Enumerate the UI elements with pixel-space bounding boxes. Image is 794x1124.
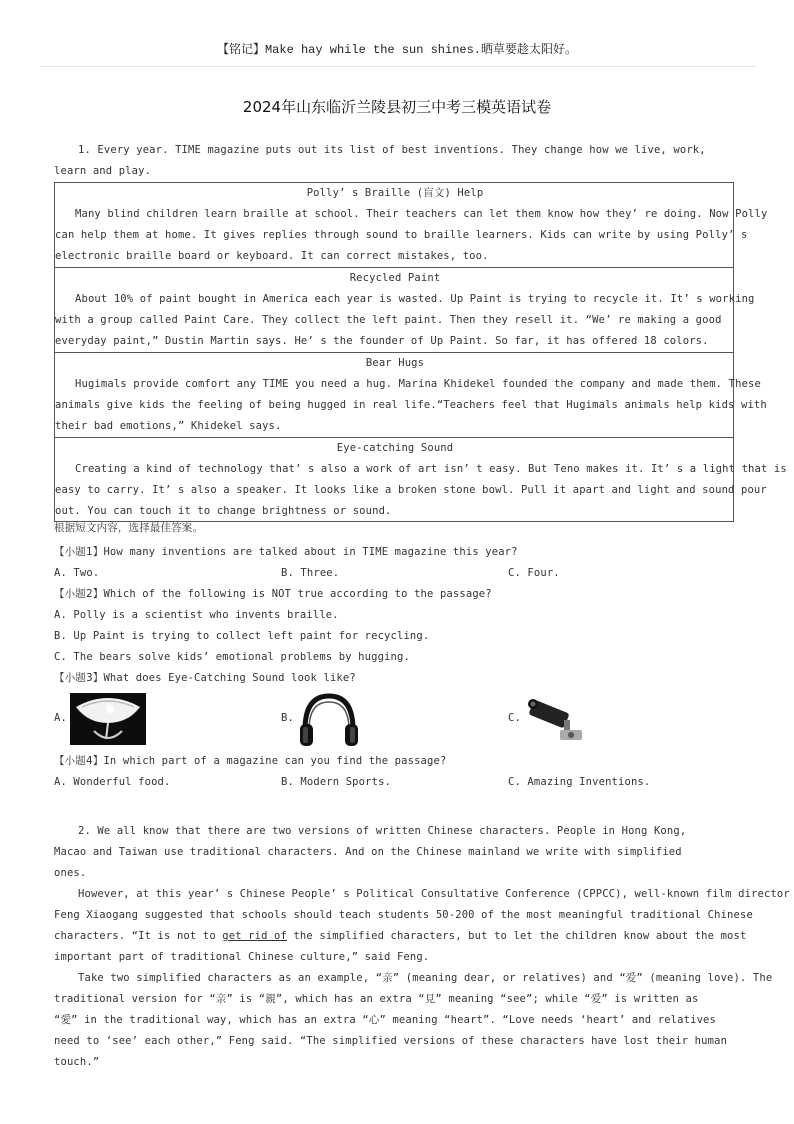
option-a[interactable]: A. Polly is a scientist who invents braille. (54, 609, 339, 621)
subquestion-prefix: 【小题1】 (54, 546, 104, 558)
q2-line: important part of traditional Chinese culture,” said Feng. (54, 951, 430, 963)
subquestion-1 (54, 542, 518, 563)
option-c-label[interactable]: C. (508, 712, 521, 724)
option-c[interactable]: C. The bears solve kids’ emotional problems by hugging. (54, 651, 410, 663)
q2-line: “愛” in the traditional way, which has an extra “心” meaning “heart”. “Love needs ‘heart’ and relatives (54, 1014, 716, 1026)
subquestion-3 (54, 668, 356, 689)
option-a[interactable]: A. Wonderful food. (54, 776, 171, 788)
q2-line: However, at this year’ s Chinese People’ s Political Consultative Conference (CPPCC), well-known film director (78, 888, 790, 900)
option-b[interactable]: B. Modern Sports. (281, 776, 392, 788)
subquestion-text: How many inventions are talked about in TIME magazine this year? (103, 546, 518, 558)
section-heading: Polly’ s Braille (盲文) Help (306, 187, 484, 199)
q2-line: traditional version for “亲” is “親”, which has an extra “見” meaning “see”; while “爱” is written as (54, 993, 699, 1005)
section-line: Creating a kind of technology that’ s also a work of art isn’ t easy. But Teno makes it. It’ s a light that is (75, 463, 787, 475)
q2-text: the simplified characters, but to let the children know about the most (286, 930, 747, 942)
header-divider (40, 66, 756, 67)
section-line: Many blind children learn braille at school. Their teachers can let them know how they’ re doing. Now Polly (75, 208, 768, 220)
section-line: their bad emotions,” Khidekel says. (55, 420, 282, 432)
subquestion-text: What does Eye-Catching Sound look like? (103, 672, 356, 684)
q2-line: touch.” (54, 1056, 100, 1068)
subquestion-2 (54, 584, 492, 605)
headphones-image[interactable] (297, 690, 361, 748)
section-heading: Recycled Paint (349, 272, 441, 284)
subquestion-prefix: 【小题4】 (54, 755, 104, 767)
section-heading: Bear Hugs (365, 357, 425, 369)
section-line: can help them at home. It gives replies through sound to braille learners. Kids can write by using Polly’ s (55, 229, 748, 241)
motto: 【铭记】Make hay while the sun shines.晒草要趁太阳好。 (216, 43, 578, 57)
q1-intro-line: 1. Every year. TIME magazine puts out its list of best inventions. They change how we live, work, (78, 144, 706, 156)
q2-line: Macao and Taiwan use traditional characters. And on the Chinese mainland we write with simplified (54, 846, 682, 858)
q2-line: 2. We all know that there are two versions of written Chinese characters. People in Hong Kong, (78, 825, 687, 837)
option-a-label[interactable]: A. (54, 712, 67, 724)
option-b[interactable]: B. Three. (281, 567, 340, 579)
q2-line: Take two simplified characters as an example, “亲” (meaning dear, or relatives) and “爱” (meaning love). The (78, 972, 773, 984)
section-line: Hugimals provide comfort any TIME you need a hug. Marina Khidekel founded the company and made them. These (75, 378, 761, 390)
subquestion-text: In which part of a magazine can you find the passage? (103, 755, 447, 767)
passage-box-braille (54, 182, 768, 268)
security-camera-image[interactable] (524, 698, 586, 744)
page-title: 2024年山东临沂兰陵县初三中考三模英语试卷 (242, 98, 552, 116)
subquestion-text: Which of the following is NOT true according to the passage? (103, 588, 492, 600)
section-line: electronic braille board or keyboard. It can correct mistakes, too. (55, 250, 489, 262)
section-line: easy to carry. It’ s also a speaker. It looks like a broken stone bowl. Pull it apart and light and sound pour (55, 484, 767, 496)
option-c[interactable]: C. Four. (508, 567, 560, 579)
section-line: out. You can touch it to change brightness or sound. (55, 505, 392, 517)
option-c[interactable]: C. Amazing Inventions. (508, 776, 651, 788)
q2-line: ones. (54, 867, 87, 879)
section-heading: Eye-catching Sound (336, 442, 454, 454)
subquestion-prefix: 【小题2】 (54, 588, 104, 600)
subquestion-4 (54, 751, 446, 772)
q2-line (54, 926, 746, 947)
option-a[interactable]: A. Two. (54, 567, 100, 579)
q2-line: Feng Xiaogang suggested that schools should teach students 50-200 of the most meaningful traditional Chinese (54, 909, 753, 921)
q2-text: characters. “It is not to (54, 930, 223, 942)
q1-intro-line: learn and play. (54, 165, 152, 177)
underlined-phrase: get rid of (222, 930, 287, 942)
passage-box-sound (54, 437, 787, 522)
option-b-label[interactable]: B. (281, 712, 294, 724)
instruction: 根据短文内容，选择最佳答案。 (54, 522, 204, 534)
passage-box-paint (54, 267, 755, 353)
subquestion-prefix: 【小题3】 (54, 672, 104, 684)
section-line: animals give kids the feeling of being hugged in real life.“Teachers feel that Hugimals animals help kids with (55, 399, 767, 411)
option-b[interactable]: B. Up Paint is trying to collect left paint for recycling. (54, 630, 430, 642)
passage-box-bear-hugs (54, 352, 767, 438)
section-line: with a group called Paint Care. They collect the left paint. Then they resell it. “We’ re making a good (55, 314, 722, 326)
section-line: everyday paint,” Dustin Martin says. He’ s the founder of Up Paint. So far, it has offered 18 colors. (55, 335, 709, 347)
q2-line: need to ‘see’ each other,” Feng said. “The simplified versions of these characters have lost their human (54, 1035, 728, 1047)
section-line: About 10% of paint bought in America each year is wasted. Up Paint is trying to recycle it. It’ s working (75, 293, 755, 305)
stone-bowl-light-image[interactable] (70, 693, 146, 745)
